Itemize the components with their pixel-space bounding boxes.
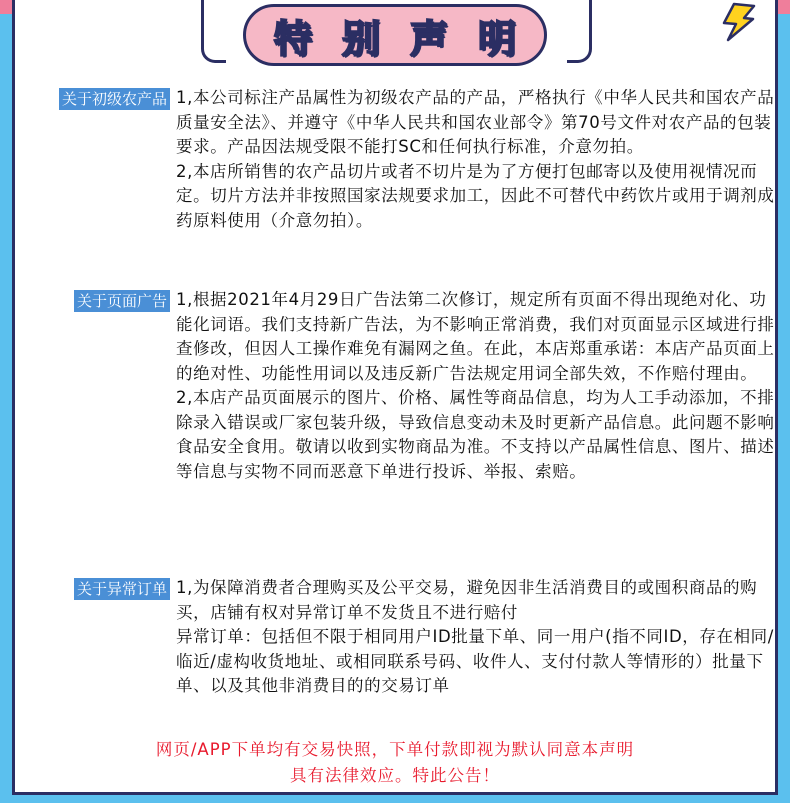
section-body <box>176 576 776 699</box>
section-tag: 关于初级农产品 <box>59 88 170 110</box>
section-tag: 关于页面广告 <box>74 290 170 312</box>
paragraph: 2,本店产品页面展示的图片、价格、属性等商品信息，均为人工手动添加，不排除录入错误或厂家包装升级，导致信息变动未及时更新产品信息。此问题不影响食品安全食用。敬请以收到实物商品为准。不支持以产品属性信息、图片、描述等信息与实物不同而恶意下单进行投诉、举报、索赔。 <box>176 388 775 481</box>
page-title: 特别声明 <box>273 16 546 61</box>
paragraph: 1,根据2021年4月29日广告法第二次修订，规定所有页面不得出现绝对化、功能化词语。我们支持新广告法，为不影响正常消费，我们对页面显示区域进行排查修改，但因人工操作难免有漏网之鱼。在此，本店郑重承诺：本店产品页面上的绝对性、功能性用词以及违反新广告法规定用词全部失效，不作赔付理由。 <box>176 290 775 383</box>
footer-notice <box>12 737 778 789</box>
lightning-bolt-icon <box>720 2 756 42</box>
section-body <box>176 86 776 233</box>
paragraph: 2,本店所销售的农产品切片或者不切片是为了方便打包邮寄以及使用视情况而定。切片方法并非按照国家法规要求加工，因此不可替代中药饮片或用于调剂成药原料使用（介意勿拍）。 <box>176 161 775 230</box>
footer-line: 网页/APP下单均有交易快照，下单付款即视为默认同意本声明 <box>155 740 635 759</box>
title-bracket-right <box>567 0 592 63</box>
paragraph: 1,本公司标注产品属性为初级农产品的产品，严格执行《中华人民共和国农产品质量安全法》、并遵守《中华人民共和国农业部令》第70号文件对农产品的包装要求。产品因法规受限不能打SC和任何执行标准，介意勿拍。 <box>176 88 775 156</box>
title-badge <box>243 4 547 66</box>
paragraph: 异常订单：包括但不限于相同用户ID批量下单、同一用户(指不同ID，存在相同/临近/虚构收货地址、或相同联系号码、收件人、支付付款人等情形的）批量下单、以及其他非消费目的的交易订单 <box>176 627 774 695</box>
paragraph: 1,为保障消费者合理购买及公平交易，避免因非生活消费目的或囤积商品的购买，店铺有权对异常订单不发货且不进行赔付 <box>176 578 758 622</box>
footer-line: 具有法律效应。特此公告！ <box>290 766 500 785</box>
section-tag: 关于异常订单 <box>74 578 170 600</box>
title-bracket-left <box>201 0 226 63</box>
section-body <box>176 288 776 484</box>
